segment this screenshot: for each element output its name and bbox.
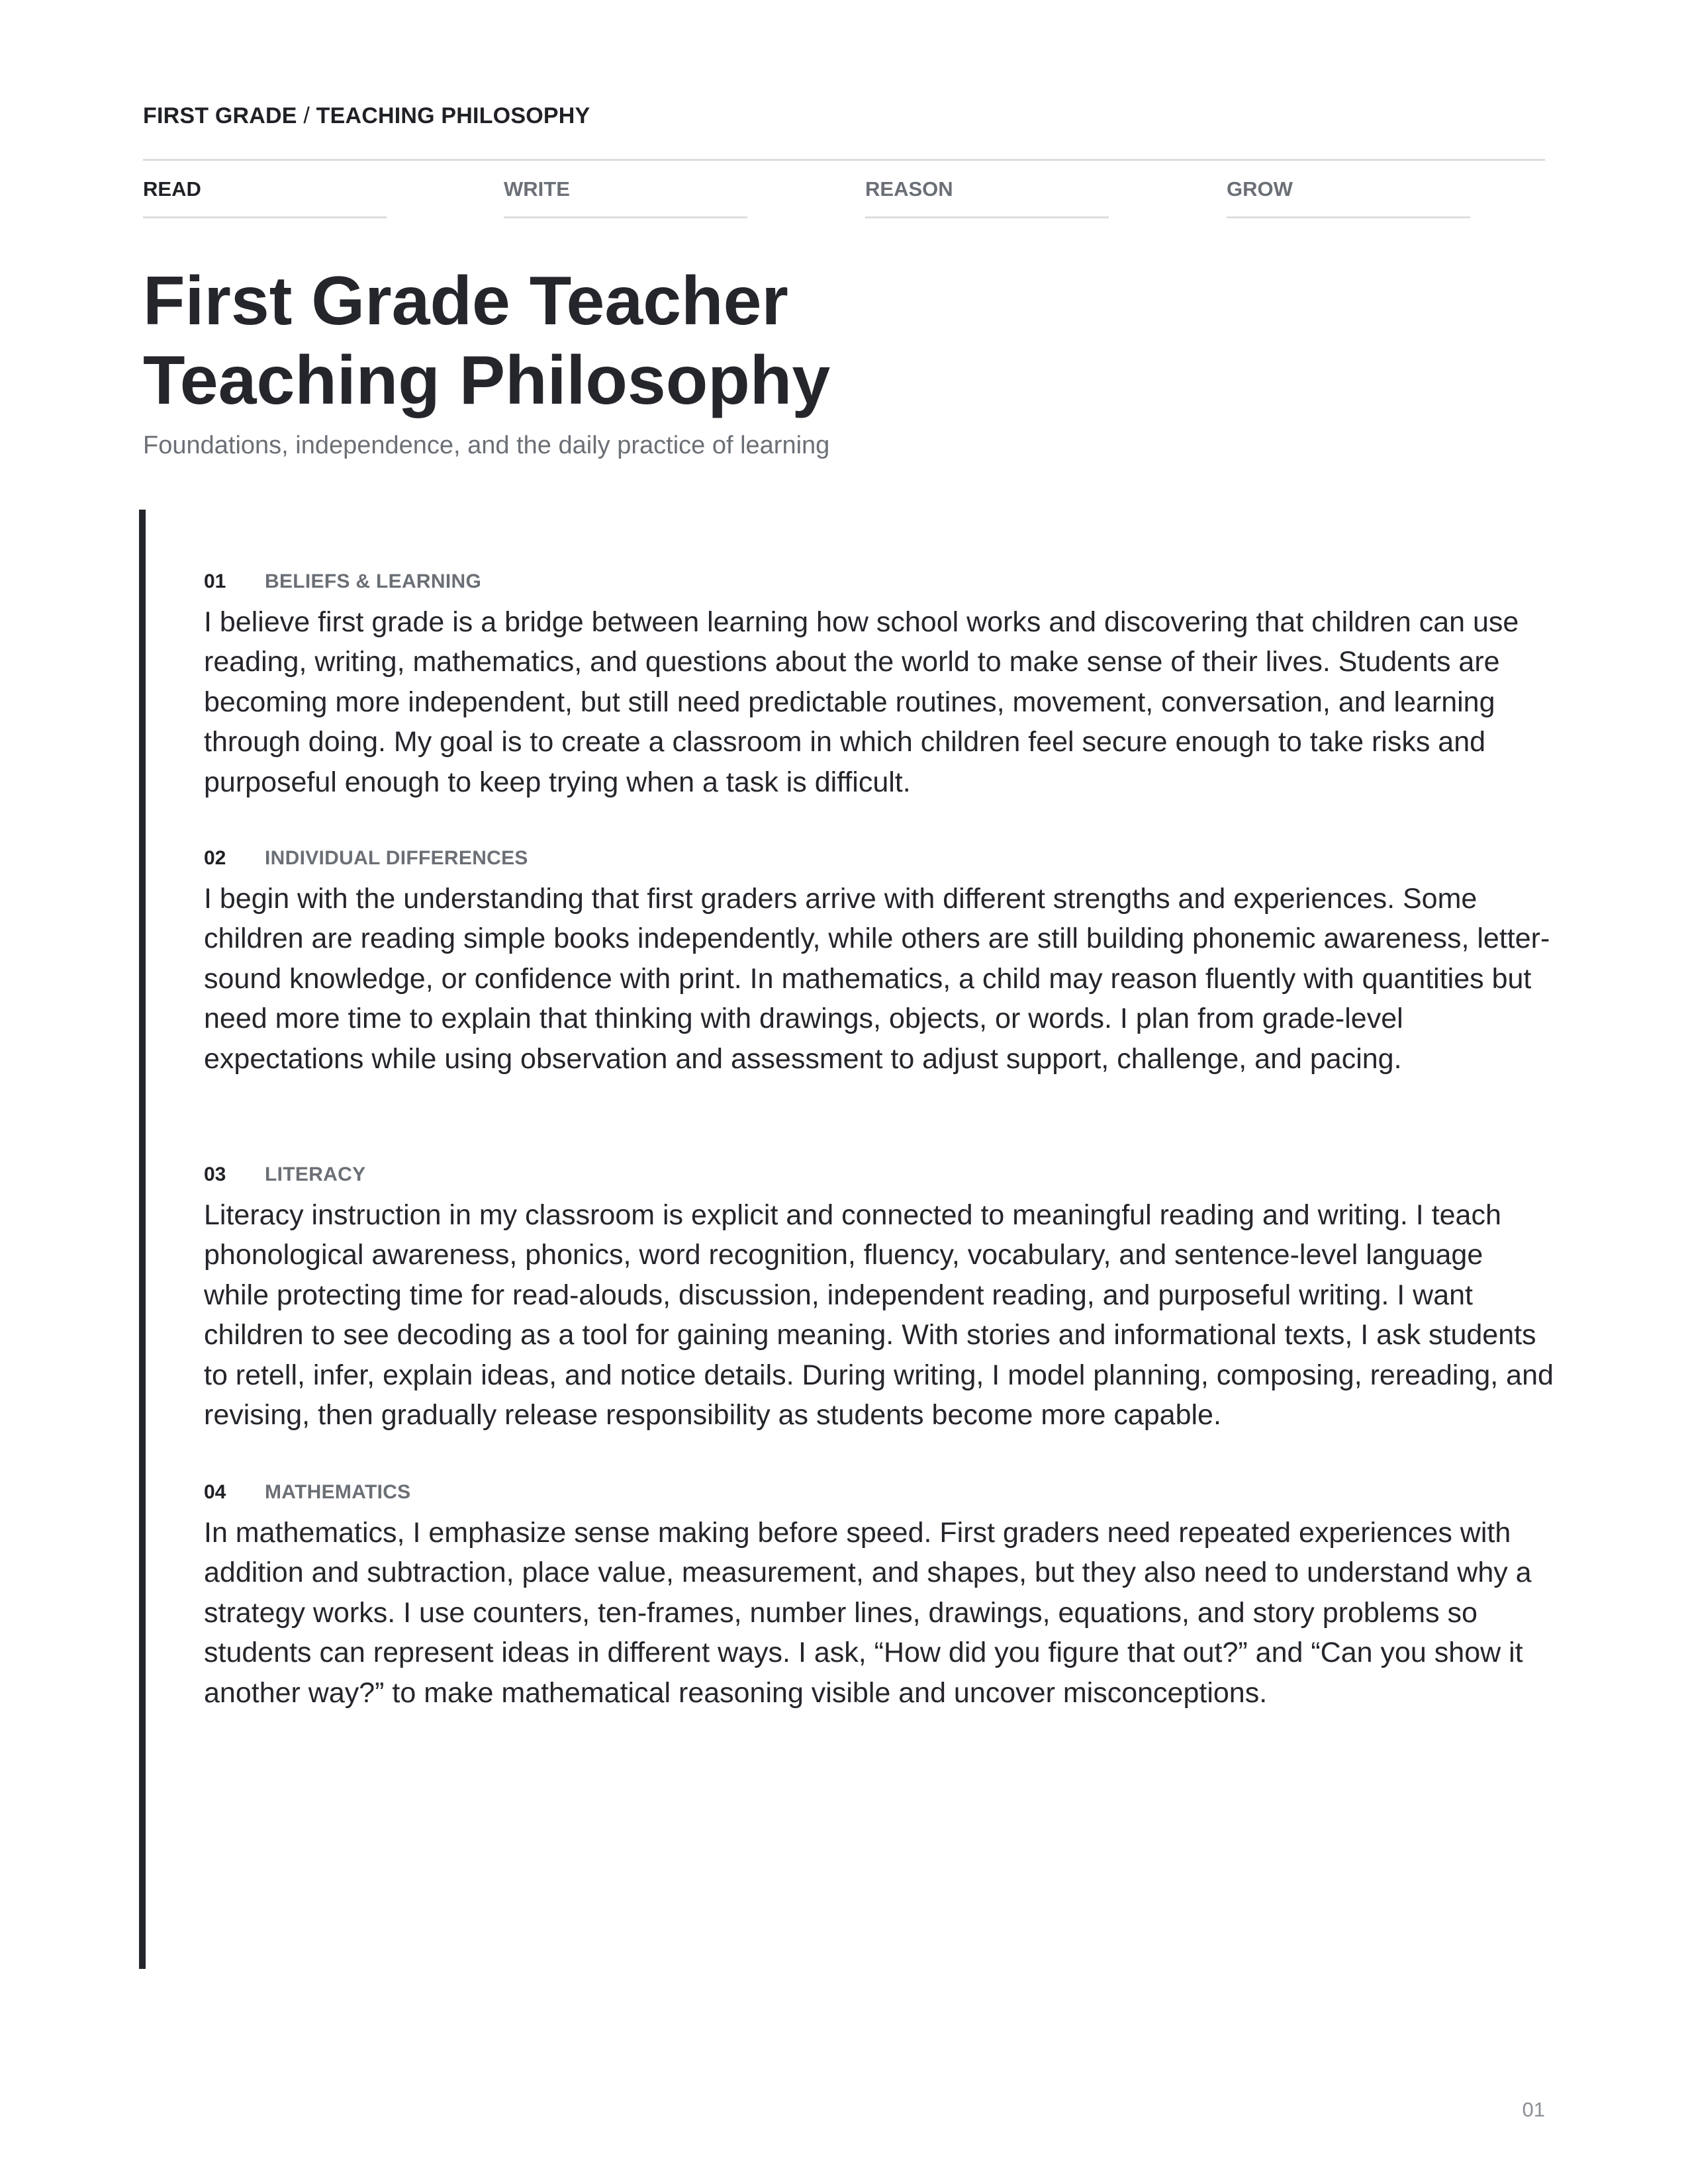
nav-tab-read[interactable]: READ [143,177,387,218]
page-subtitle: Foundations, independence, and the daily practice of learning [143,432,830,459]
section-heading [204,1477,1554,1508]
nav-tab-write[interactable]: WRITE [504,177,747,218]
section-number: 04 [204,1481,226,1503]
section-number: 02 [204,847,226,869]
nav-tab-reason[interactable]: REASON [865,177,1109,218]
section-individual-differences [204,843,1554,1079]
section-body: I begin with the understanding that first graders arrive with different strengths and experiences. Some children are reading simple books independently, while others are still building phonemic awareness, letter-sound knowledge, or confidence with print. In mathematics, a child may reason fluently with quantities but need more time to explain that thinking with drawings, objects, or words. I plan from grade-level expectations while using observation and assessment to adjust support, challenge, and pacing. [204,883,1550,1075]
section-label: LITERACY [265,1163,366,1185]
section-label: INDIVIDUAL DIFFERENCES [265,847,528,869]
section-literacy [204,1160,1554,1435]
section-body: Literacy instruction in my classroom is explicit and connected to meaningful reading and writing. I teach phonological awareness, phonics, word recognition, fluency, vocabulary, and sentence-level language while protecting time for read-alouds, discussion, independent reading, and purposeful writing. I want children to see decoding as a tool for gaining meaning. With stories and informational texts, I ask students to retell, infer, explain ideas, and notice details. During writing, I model planning, composing, rereading, and revising, then gradually release responsibility as students become more capable. [204,1199,1554,1432]
accent-bar [139,510,146,1969]
section-body: I believe first grade is a bridge between learning how school works and discovering that children can use reading, writing, mathematics, and questions about the world to make sense of their lives. Students are becoming more independent, but still need predictable routines, movement, conversation, and learning through doing. My goal is to create a classroom in which children feel secure enough to take risks and purposeful enough to keep trying when a task is difficult. [204,606,1519,798]
section-body: In mathematics, I emphasize sense making before speed. First graders need repeated experiences with addition and subtraction, place value, measurement, and shapes, but they also need to understand why a strategy works. I use counters, ten-frames, number lines, drawings, equations, and story problems so students can represent ideas in different ways. I ask, “How did you figure that out?” and “Can you show it another way?” to make mathematical reasoning visible and uncover misconceptions. [204,1517,1532,1709]
section-heading [204,567,1554,597]
breadcrumb-course[interactable]: FIRST GRADE [143,103,297,128]
breadcrumb-separator: / [303,103,310,128]
page-number: 01 [1522,2098,1545,2121]
page-title [143,261,830,420]
section-label: BELIEFS & LEARNING [265,570,482,592]
section-number: 01 [204,570,226,592]
section-heading [204,843,1554,874]
section-beliefs-learning [204,567,1554,802]
section-label: MATHEMATICS [265,1481,411,1503]
breadcrumb [143,103,590,129]
section-heading [204,1160,1554,1190]
breadcrumb-page: TEACHING PHILOSOPHY [316,103,590,128]
page-title-line-2: Teaching Philosophy [143,342,831,419]
section-number: 03 [204,1163,226,1185]
header-divider [143,159,1545,161]
section-mathematics [204,1477,1554,1713]
nav-tab-grow[interactable]: GROW [1227,177,1470,218]
page-title-line-1: First Grade Teacher [143,263,788,340]
